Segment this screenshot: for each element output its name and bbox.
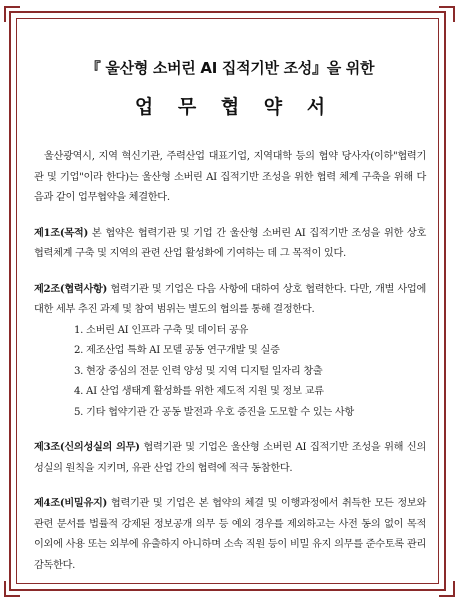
document-body <box>34 57 426 576</box>
article-heading: 제1조(목적) <box>34 226 88 239</box>
list-item: 3. 현장 중심의 전문 인력 양성 및 지역 디지털 일자리 창출 <box>74 365 323 377</box>
article-heading: 제4조(비밀유지) <box>34 497 108 509</box>
corner-ornament <box>439 6 455 22</box>
list-item: 5. 기타 협약기관 간 공동 발전과 우호 증진을 도모할 수 있는 사항 <box>74 406 354 418</box>
corner-ornament <box>439 581 455 597</box>
corner-ornament <box>4 6 20 22</box>
article-text: 본 협약은 협력기관 및 기업 간 울산형 소버린 AI 집적기반 조성을 위한 상호 협력체계 구축 및 지역의 관련 산업 활성화에 기여하는 데 그 목적이 있다. <box>34 227 426 259</box>
article-heading: 제3조(신의성실의 의무) <box>34 441 140 453</box>
list-item: 4. AI 산업 생태계 활성화를 위한 제도적 지원 및 정보 교류 <box>74 386 324 397</box>
article-text: 협력기관 및 기업은 본 협약의 체결 및 이행과정에서 취득한 모든 정보와 관련 문서를 법률적 강제된 정보공개 의무 등 예외 경우를 제외하고는 사전 동의 없이 목적 이외에 사용 또는 외부에 유출하지 아니하며 소속 직원 등이 비밀 유지 의무를 준수토록 관리 감독한다. <box>34 498 426 571</box>
article-3 <box>34 437 426 479</box>
document-title: 업 무 협 약 서 <box>134 96 335 118</box>
article-text: 협력기관 및 기업은 울산형 소버린 AI 집적기반 조성을 위해 신의성실의 원칙을 지키며, 유관 산업 간의 협력에 적극 동참한다. <box>34 442 426 474</box>
article-4 <box>34 493 426 576</box>
cooperation-items-list <box>34 321 426 424</box>
corner-ornament <box>4 581 20 597</box>
article-2 <box>34 279 426 424</box>
article-text: 협력기관 및 기업은 다음 사항에 대하여 상호 협력한다. 다만, 개별 사업에 대한 세부 추진 과제 및 참여 범위는 별도의 협의를 통해 결정한다. <box>34 283 426 315</box>
article-1 <box>34 223 426 265</box>
list-item: 1. 소버린 AI 인프라 구축 및 데이터 공유 <box>74 324 249 336</box>
list-item: 2. 제조산업 특화 AI 모델 공동 연구개발 및 실증 <box>74 345 280 356</box>
intro-paragraph: 울산광역시, 지역 혁신기관, 주력산업 대표기업, 지역대학 등의 협약 당사자(이하"협력기관 및 기업"이라 한다)는 울산형 소버린 AI 집적기반 조성을 위한 협력 체계 구축을 위해 다음과 같이 업무협약을 체결한다. <box>34 151 426 203</box>
document-subtitle: 『 울산형 소버린 AI 집적기반 조성』을 위한 <box>85 59 375 77</box>
article-heading: 제2조(협력사항) <box>34 282 108 295</box>
